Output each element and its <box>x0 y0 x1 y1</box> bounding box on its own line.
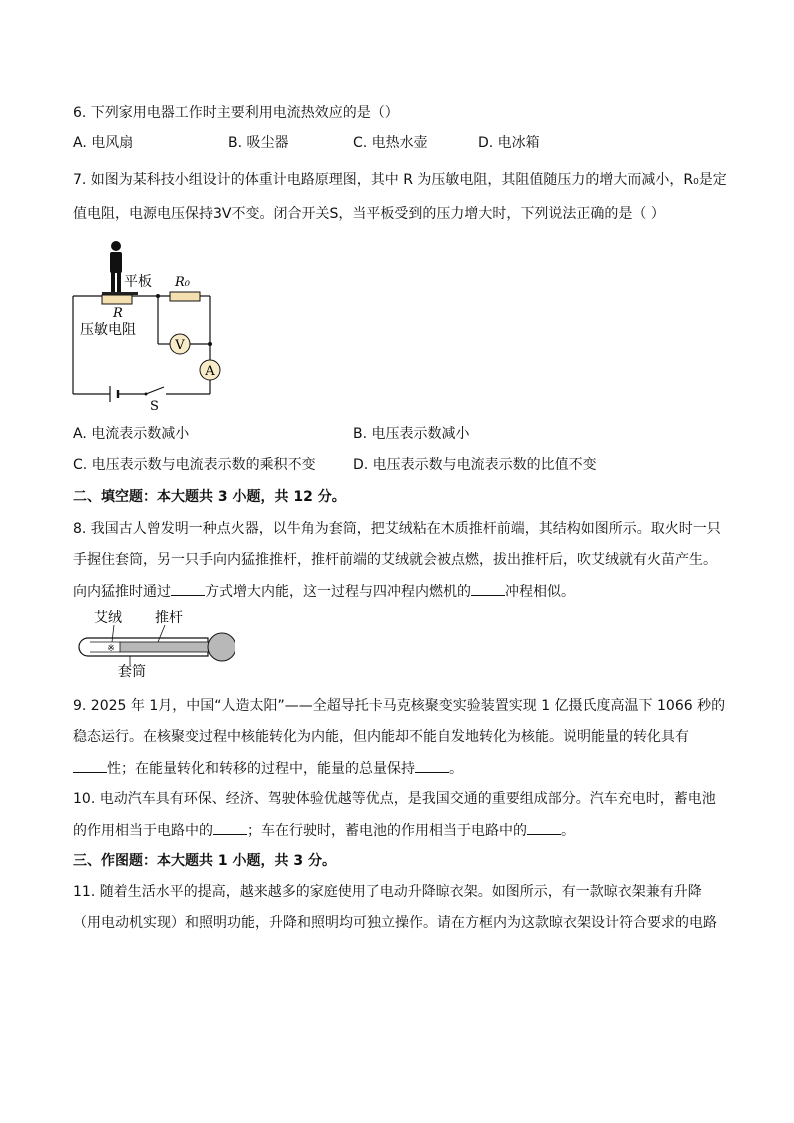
person-figure <box>110 241 122 292</box>
q7-option-b: B. 电压表示数减小 <box>353 426 470 442</box>
q10-blank-2[interactable] <box>527 820 561 835</box>
resistor-r <box>102 295 132 304</box>
q7-stem-line-1: 7. 如图为某科技小组设计的体重计电路原理图，其中 R 为压敏电阻，其阻值随压力的增大而减小，R₀是定 <box>73 172 727 188</box>
q9-blank-1[interactable] <box>73 758 107 773</box>
q6-stem: 6. 下列家用电器工作时主要利用电流热效应的是（） <box>73 105 399 121</box>
q7-circuit-diagram <box>62 236 232 416</box>
voltmeter-label: V <box>175 338 185 353</box>
q6-option-d: D. 电冰箱 <box>478 135 540 151</box>
resistor-r0 <box>170 292 200 301</box>
q6-option-c: C. 电热水壶 <box>353 135 428 151</box>
sleeve-label: 套筒 <box>118 664 146 680</box>
q11-line-2: （用电动机实现）和照明功能，升降和照明均可独立操作。请在方框内为这款晾衣架设计符合要求的电路 <box>73 915 717 931</box>
q8-line-3 <box>73 581 575 602</box>
q7-option-c: C. 电压表示数与电流表示数的乘积不变 <box>73 457 316 473</box>
rod-label: 推杆 <box>155 610 183 626</box>
q8-line-3-part-c: 冲程相似。 <box>505 584 575 600</box>
q7-stem-line-2: 值电阻，电源电压保持3V不变。闭合开关S，当平板受到的压力增大时，下列说法正确的是（ ） <box>73 206 665 222</box>
q8-line-1: 8. 我国古人曾发明一种点火器，以牛角为套筒，把艾绒粘在木质推杆前端，其结构如图所示。取火时一只 <box>73 521 721 537</box>
q10-line-2-part-b: ；车在行驶时，蓄电池的作用相当于电路中的 <box>247 823 527 839</box>
plate-label: 平板 <box>124 274 152 290</box>
ammeter-label: A <box>205 364 215 379</box>
section-3-title: 三、作图题：本大题共 1 小题，共 3 分。 <box>73 853 336 869</box>
switch-label: S <box>150 399 159 414</box>
rod-knob <box>208 633 235 661</box>
rod-shaft <box>120 642 216 652</box>
q9-line-3-part-a: 性；在能量转化和转移的过程中，能量的总量保持 <box>107 761 415 777</box>
q7-option-a: A. 电流表示数减小 <box>73 426 190 442</box>
q11-line-1: 11. 随着生活水平的提高，越来越多的家庭使用了电动升降晾衣架。如图所示，有一款晾衣架兼有升降 <box>73 884 702 900</box>
q8-blank-1[interactable] <box>171 581 205 596</box>
q9-blank-2[interactable] <box>415 758 449 773</box>
q7-option-d: D. 电压表示数与电流表示数的比值不变 <box>353 457 597 473</box>
q8-line-3-part-a: 向内猛推时通过 <box>73 584 171 600</box>
moxa-mark: ※ <box>107 644 115 654</box>
q6-option-b: B. 吸尘器 <box>228 135 289 151</box>
q8-line-3-part-b: 方式增大内能，这一过程与四冲程内燃机的 <box>205 584 471 600</box>
q8-line-2: 手握住套筒，另一只手向内猛推推杆，推杆前端的艾绒就会被点燃，拔出推杆后，吹艾绒就有火苗产生。 <box>73 552 717 568</box>
q10-line-2-part-a: 的作用相当于电路中的 <box>73 823 213 839</box>
q9-line-2: 稳态运行。在核聚变过程中核能转化为内能，但内能却不能自发地转化为核能。说明能量的转化具有 <box>73 729 689 745</box>
q8-blank-2[interactable] <box>471 581 505 596</box>
q10-line-2-part-c: 。 <box>561 823 575 839</box>
moxa-label: 艾绒 <box>94 610 122 626</box>
q10-line-1: 10. 电动汽车具有环保、经济、驾驶体验优越等优点，是我国交通的重要组成部分。汽车充电时，蓄电池 <box>73 791 716 807</box>
r-label: R <box>113 306 123 321</box>
sensor-label: 压敏电阻 <box>80 322 136 338</box>
q6-option-a: A. 电风扇 <box>73 135 134 151</box>
q10-blank-1[interactable] <box>213 820 247 835</box>
q9-line-1: 9. 2025 年 1月，中国“人造太阳”——全超导托卡马克核聚变实验装置实现 1 亿摄氏度高温下 1066 秒的 <box>73 698 726 714</box>
q8-fire-piston-diagram <box>70 610 235 680</box>
q9-line-3 <box>73 758 463 779</box>
q10-line-2 <box>73 820 575 841</box>
section-2-title: 二、填空题：本大题共 3 小题，共 12 分。 <box>73 489 346 505</box>
r0-label: R₀ <box>175 275 190 290</box>
q9-line-3-part-b: 。 <box>449 761 463 777</box>
